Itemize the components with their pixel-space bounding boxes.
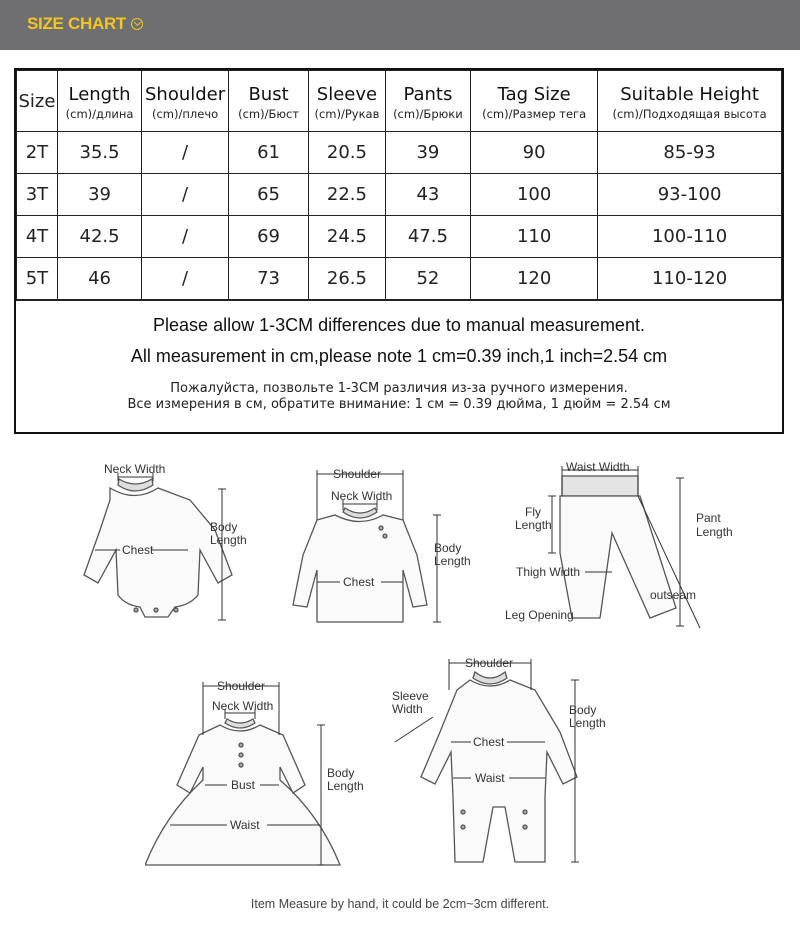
label-length: Length [569,716,606,730]
cell-size: 3T [17,174,58,216]
label-pant: Pant [696,511,721,525]
table-header-row [17,71,782,132]
header-shoulder: Shoulder (cm)/плечо [142,71,229,132]
pants-diagram [500,458,760,638]
cell-length: 46 [57,258,141,300]
label-neck-width: Neck Width [331,489,393,503]
label-pant-length: Length [696,525,733,539]
label-neck-width: Neck Width [212,699,274,713]
label-chest: Chest [122,543,154,557]
table-row [17,258,782,300]
cell-tag-size: 90 [471,132,598,174]
size-table [16,70,782,300]
label-neck-width: Neck Width [104,462,166,476]
label-shoulder: Shoulder [333,467,382,481]
cell-size: 4T [17,216,58,258]
label-body: Body [569,703,597,717]
cell-bust: 61 [228,132,308,174]
label-waist: Waist [230,818,260,832]
cell-tag-size: 100 [471,174,598,216]
header-tag-size: Tag Size (cm)/Размер тега [471,71,598,132]
cell-height: 85-93 [598,132,782,174]
cell-shoulder: / [142,174,229,216]
note-line-4: Все измерения в см, обратите внимание: 1 см = 0.39 дюйма, 1 дюйм = 2.54 см [127,397,671,412]
cell-height: 100-110 [598,216,782,258]
label-chest: Chest [343,575,375,589]
header-sleeve: Sleeve (cm)/Рукав [309,71,386,132]
label-fly-length: Length [515,518,552,532]
table-row [17,132,782,174]
cell-sleeve: 20.5 [309,132,386,174]
label-sleeve-width: Width [392,702,423,716]
cell-bust: 65 [228,174,308,216]
cell-shoulder: / [142,258,229,300]
cell-sleeve: 24.5 [309,216,386,258]
table-row [17,174,782,216]
label-bust: Bust [231,778,256,792]
cell-pants: 47.5 [385,216,470,258]
cell-pants: 43 [385,174,470,216]
header-size: Size [17,71,58,132]
measurement-notes [16,300,782,433]
shirt-diagram [285,460,485,635]
cell-bust: 69 [228,216,308,258]
cell-tag-size: 110 [471,216,598,258]
label-body: Body [327,766,355,780]
label-body: Body [210,520,238,534]
header-bust: Bust (cm)/Бюст [228,71,308,132]
bodysuit-diagram [40,455,270,630]
label-leg-opening: Leg Opening [505,608,574,622]
note-line-3: Пожалуйста, позвольте 1-3CM различия из-за ручного измерения. [170,381,628,396]
label-thigh-width: Thigh Width [516,565,581,579]
table-row [17,216,782,258]
label-body: Body [434,541,462,555]
size-chart-table-box [14,68,784,434]
cell-height: 93-100 [598,174,782,216]
cell-tag-size: 120 [471,258,598,300]
header-pants: Pants (cm)/Брюки [385,71,470,132]
header-length: Length (cm)/длина [57,71,141,132]
header-suitable-height: Suitable Height (cm)/Подходящая высота [598,71,782,132]
cell-length: 42.5 [57,216,141,258]
romper-diagram [385,652,625,872]
cell-shoulder: / [142,216,229,258]
label-chest: Chest [473,735,505,749]
label-length: Length [210,533,247,547]
note-line-2: All measurement in cm,please note 1 cm=0.39 inch,1 inch=2.54 cm [130,346,668,366]
size-chart-banner [0,0,800,50]
label-shoulder: Shoulder [465,656,514,670]
cell-length: 39 [57,174,141,216]
cell-size: 2T [17,132,58,174]
label-shoulder: Shoulder [217,679,266,693]
cell-sleeve: 22.5 [309,174,386,216]
footer-note: Item Measure by hand, it could be 2cm~3cm different. [250,897,550,911]
dress-diagram [145,675,385,875]
chevron-down-icon [131,18,143,30]
cell-sleeve: 26.5 [309,258,386,300]
label-length: Length [434,554,471,568]
label-length: Length [327,779,364,793]
cell-size: 5T [17,258,58,300]
cell-shoulder: / [142,132,229,174]
label-waist: Waist [475,771,505,785]
cell-length: 35.5 [57,132,141,174]
note-line-1: Please allow 1-3CM differences due to manual measurement. [153,315,645,335]
cell-bust: 73 [228,258,308,300]
label-fly: Fly [525,505,541,519]
cell-height: 110-120 [598,258,782,300]
label-outseam: outseam [650,588,697,602]
cell-pants: 39 [385,132,470,174]
banner-title: SIZE CHART [27,14,127,33]
label-waist-width: Waist Width [566,460,630,474]
cell-pants: 52 [385,258,470,300]
label-sleeve: Sleeve [392,689,429,703]
